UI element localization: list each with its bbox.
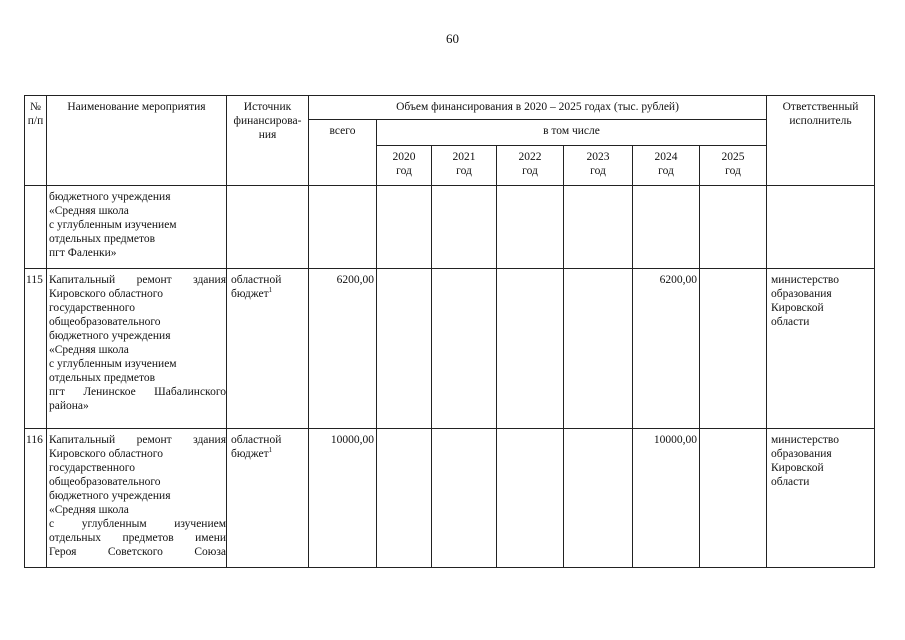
row-2025 bbox=[700, 429, 767, 568]
row-2022 bbox=[497, 186, 564, 269]
row-total: 10000,00 bbox=[309, 429, 377, 568]
row-total: 6200,00 bbox=[309, 269, 377, 429]
header-total: всего bbox=[309, 120, 377, 186]
row-name: Капитальный ремонт здания Кировского областного государственного общеобразовательного бюджетного учреждения «Средняя школа с углубленным изучением отдельных предметов имени Героя Советского Союза bbox=[47, 429, 227, 568]
row-num: 116 bbox=[25, 429, 47, 568]
row-2024: 10000,00 bbox=[633, 429, 700, 568]
page-number: 60 bbox=[446, 31, 459, 46]
row-source: областной бюджет$^1$ bbox=[227, 269, 309, 429]
row-2021 bbox=[432, 186, 497, 269]
row-2020 bbox=[377, 269, 432, 429]
row-num: 115 bbox=[25, 269, 47, 429]
row-2023 bbox=[564, 269, 633, 429]
header-year-2023: 2023 год bbox=[564, 146, 633, 186]
row-responsible: министерство образования Кировской области bbox=[767, 429, 875, 568]
row-responsible bbox=[767, 186, 875, 269]
row-2022 bbox=[497, 429, 564, 568]
table-row bbox=[25, 186, 875, 269]
table-row bbox=[25, 269, 875, 429]
row-source: областной бюджет$^1$ bbox=[227, 429, 309, 568]
header-responsible: Ответственный исполнитель bbox=[767, 96, 875, 186]
header-num: № п/п bbox=[25, 96, 47, 186]
financing-table bbox=[24, 95, 875, 568]
row-total bbox=[309, 186, 377, 269]
row-2024 bbox=[633, 186, 700, 269]
header-year-2025: 2025 год bbox=[700, 146, 767, 186]
table-row bbox=[25, 429, 875, 568]
row-2021 bbox=[432, 429, 497, 568]
row-2024: 6200,00 bbox=[633, 269, 700, 429]
row-2022 bbox=[497, 269, 564, 429]
row-responsible: министерство образования Кировской области bbox=[767, 269, 875, 429]
header-year-2024: 2024 год bbox=[633, 146, 700, 186]
header-volume: Объем финансирования в 2020 – 2025 годах (тыс. рублей) bbox=[309, 96, 767, 120]
header-year-2021: 2021 год bbox=[432, 146, 497, 186]
row-num bbox=[25, 186, 47, 269]
header-name: Наименование мероприятия bbox=[47, 96, 227, 186]
row-2025 bbox=[700, 186, 767, 269]
row-2020 bbox=[377, 429, 432, 568]
row-name: бюджетного учреждения «Средняя школа с углубленным изучением отдельных предметов пгт Фаленки» bbox=[47, 186, 227, 269]
row-2020 bbox=[377, 186, 432, 269]
row-2023 bbox=[564, 429, 633, 568]
row-2021 bbox=[432, 269, 497, 429]
row-name: Капитальный ремонт здания Кировского областного государственного общеобразовательного бюджетного учреждения «Средняя школа с углубленным изучением отдельных предметов пгт Ленинское Шабалинского района» bbox=[47, 269, 227, 429]
row-source bbox=[227, 186, 309, 269]
row-2025 bbox=[700, 269, 767, 429]
header-including: в том числе bbox=[377, 120, 767, 146]
row-2023 bbox=[564, 186, 633, 269]
header-year-2022: 2022 год bbox=[497, 146, 564, 186]
header-year-2020: 2020 год bbox=[377, 146, 432, 186]
header-source: Источник финансирова-ния bbox=[227, 96, 309, 186]
